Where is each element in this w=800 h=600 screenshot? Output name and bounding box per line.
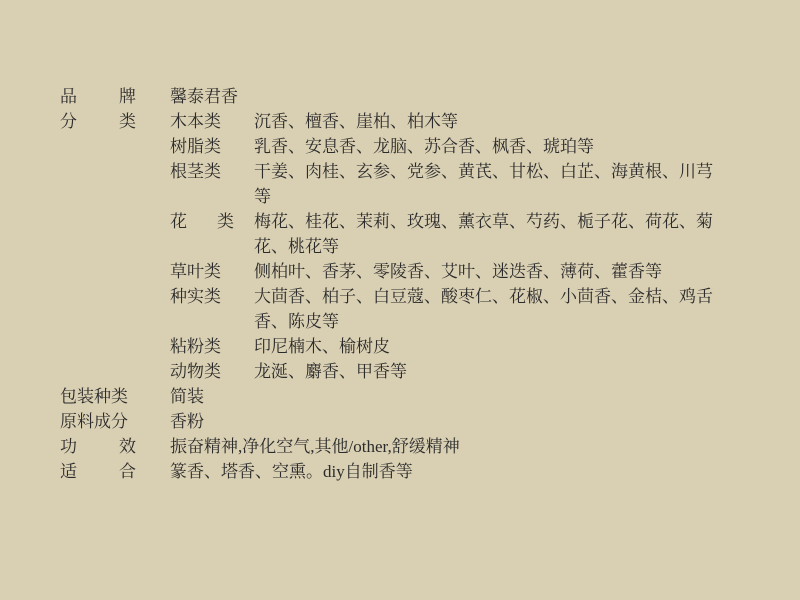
category-items: 大茴香、柏子、白豆蔻、酸枣仁、花椒、小茴香、金桔、鸡舌香、陈皮等 [254,287,713,331]
label-text: 品 牌 [60,87,136,106]
category-name: 根茎类 [170,162,221,181]
row-label-ingredients [60,409,170,434]
row-label-package-type [60,384,170,409]
row-value-suitable [170,459,730,484]
table-row [60,434,730,459]
category-group [170,209,730,259]
category-name: 粘粉类 [170,337,221,356]
category-group [170,334,730,359]
category-items: 侧柏叶、香茅、零陵香、艾叶、迷迭香、薄荷、藿香等 [254,262,662,281]
row-label-effect [60,434,170,459]
row-label-category [60,109,170,384]
label-text: 适 合 [60,462,136,481]
category-group [170,359,730,384]
value-text: 香粉 [170,412,204,431]
category-group [170,259,730,284]
category-items: 乳香、安息香、龙脑、苏合香、枫香、琥珀等 [254,137,594,156]
category-name-text: 花 类 [170,212,234,231]
category-items: 沉香、檀香、崖柏、柏木等 [254,112,458,131]
row-value-effect [170,434,730,459]
category-items: 梅花、桂花、茉莉、玫瑰、薰衣草、芍药、栀子花、荷花、菊花、桃花等 [254,212,713,256]
row-label-suitable [60,459,170,484]
category-name: 动物类 [170,362,221,381]
category-group [170,284,730,334]
value-text: 篆香、塔香、空熏。diy自制香等 [170,462,413,481]
product-spec-table [60,84,730,484]
table-row [60,459,730,484]
category-items: 印尼楠木、榆树皮 [254,337,390,356]
label-text: 功 效 [60,437,136,456]
category-items: 干姜、肉桂、玄参、党参、黄芪、甘松、白芷、海黄根、川芎等 [254,162,713,206]
row-value-brand [170,84,730,109]
category-items: 龙涎、麝香、甲香等 [254,362,407,381]
category-name [170,209,254,234]
table-row [60,409,730,434]
table-row [60,109,730,384]
category-group [170,109,730,134]
category-group [170,159,730,209]
value-text: 振奋精神,净化空气,其他/other,舒缓精神 [170,437,460,456]
label-text: 包装种类 [60,387,128,406]
row-value-ingredients [170,409,730,434]
label-text: 分 类 [60,112,136,131]
table-row [60,384,730,409]
category-group [170,134,730,159]
label-text: 原料成分 [60,412,128,431]
category-name: 树脂类 [170,137,221,156]
category-name: 草叶类 [170,262,221,281]
value-text: 简装 [170,387,204,406]
value-text: 馨泰君香 [170,87,238,106]
category-name: 木本类 [170,112,221,131]
table-row [60,84,730,109]
category-name: 种实类 [170,287,221,306]
spec-table-body [60,84,730,484]
row-label-brand [60,84,170,109]
row-value-package-type [170,384,730,409]
row-value-category [170,109,730,384]
